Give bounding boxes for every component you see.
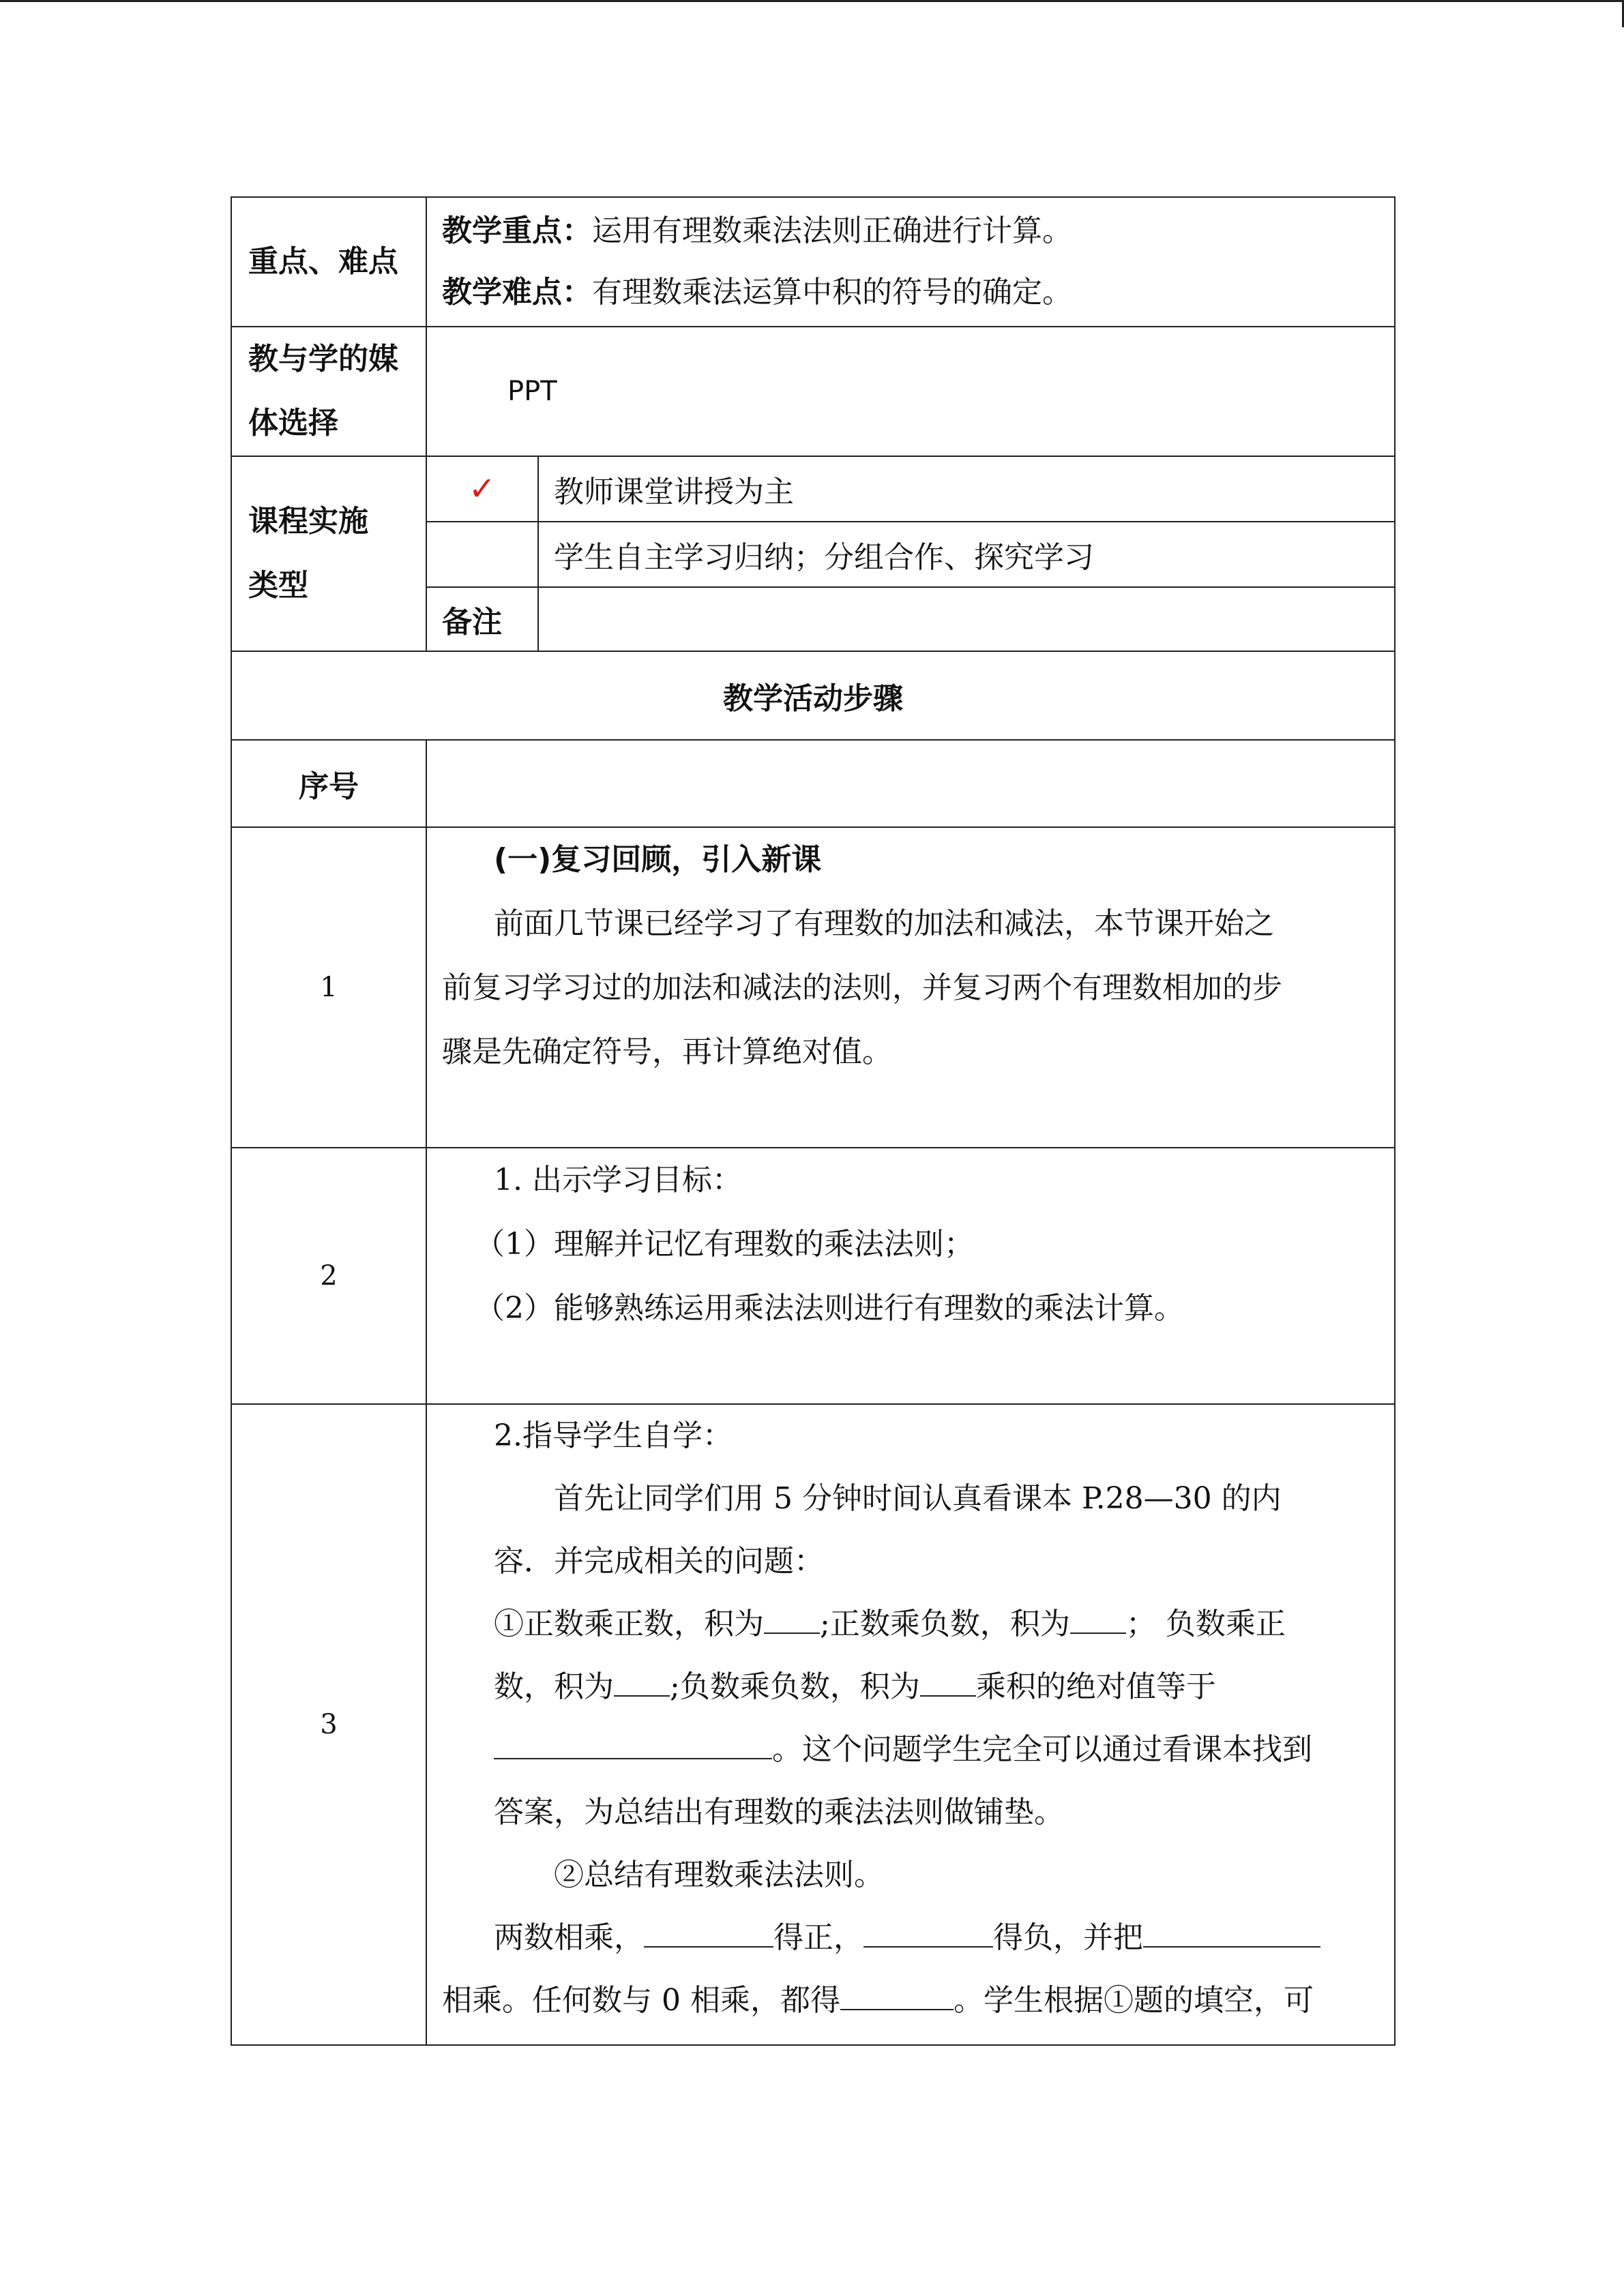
fill-blank[interactable] <box>494 1732 772 1759</box>
course-type-row-1 <box>231 456 1395 522</box>
step-3-line-10b: 。学生根据①题的填空，可 <box>953 1983 1314 2018</box>
step-3-line-4c: ； 负数乘正 <box>1125 1607 1286 1641</box>
course-type-label-line1: 课程实施 <box>248 504 368 539</box>
step-row-2 <box>231 1148 1395 1404</box>
step-content-3 <box>426 1404 1395 2045</box>
focus-label: 重点、难点 <box>231 197 426 327</box>
step-row-3 <box>231 1404 1395 2045</box>
steps-title-row <box>231 651 1395 740</box>
step-1-line-2: 前复习学习过的加法和减法的法则，并复习两个有理数相加的步 <box>442 970 1282 1005</box>
step-number-1: 1 <box>231 827 426 1148</box>
step-number-3: 3 <box>231 1404 426 2045</box>
fill-blank[interactable] <box>1070 1607 1126 1634</box>
difficulty-label: 教学难点： <box>442 275 592 310</box>
remark-label: 备注 <box>426 587 538 651</box>
step-content-2 <box>426 1148 1395 1404</box>
fill-blank[interactable] <box>644 1920 773 1948</box>
step-3-line-10 <box>427 1969 1394 2032</box>
step-content-1 <box>426 827 1395 1148</box>
step-3-line-1: 2.指导学生自学： <box>494 1418 733 1453</box>
step-1-heading: (一)复习回顾，引入新课 <box>494 842 822 877</box>
step-3-line-4a: ①正数乘正数，积为 <box>494 1607 764 1641</box>
media-label-line1: 教与学的媒 <box>248 342 398 376</box>
media-row <box>231 327 1395 456</box>
difficulty-text: 有理数乘法运算中积的符号的确定。 <box>592 275 1072 310</box>
seq-header: 序号 <box>231 740 426 827</box>
course-type-option-2-mark <box>426 522 538 587</box>
step-3-line-9c: 得负，并把 <box>993 1920 1143 1955</box>
fill-blank[interactable] <box>614 1669 670 1697</box>
step-3-line-9b: 得正， <box>773 1920 863 1955</box>
remark-value <box>538 587 1395 651</box>
step-3-line-5c: 乘积的绝对值等于 <box>975 1669 1216 1704</box>
step-3-line-5a: 数，积为 <box>494 1669 614 1704</box>
page-top-border <box>0 0 1624 2</box>
step-3-line-5 <box>427 1656 1394 1718</box>
steps-title: 教学活动步骤 <box>231 651 1395 740</box>
focus-content <box>426 197 1395 327</box>
course-type-option-2: 学生自主学习归纳；分组合作、探究学习 <box>538 522 1395 587</box>
course-type-label <box>231 456 426 651</box>
step-row-1 <box>231 827 1395 1148</box>
step-3-line-7: 答案，为总结出有理数的乘法法则做铺垫。 <box>494 1795 1064 1830</box>
fill-blank[interactable] <box>863 1920 993 1948</box>
step-3-line-8: ②总结有理数乘法法则。 <box>554 1858 884 1892</box>
media-value: PPT <box>426 327 1395 456</box>
fill-blank[interactable] <box>840 1983 954 2010</box>
step-1-line-1: 前面几节课已经学习了有理数的加法和减法，本节课开始之 <box>494 906 1274 941</box>
step-3-line-4b: ;正数乘负数，积为 <box>820 1607 1070 1641</box>
step-2-line-2: （1）理解并记忆有理数的乘法法则； <box>475 1227 974 1262</box>
step-3-line-3: 容．并完成相关的问题： <box>494 1544 824 1579</box>
media-label-line2: 体选择 <box>248 406 338 441</box>
step-3-line-6-text: 。这个问题学生完全可以通过看课本找到 <box>772 1732 1312 1767</box>
step-2-line-3: （2）能够熟练运用乘法法则进行有理数的乘法计算。 <box>475 1291 1184 1326</box>
step-3-line-6 <box>427 1718 1394 1781</box>
key-point-label: 教学重点： <box>442 213 592 248</box>
seq-header-content <box>426 740 1395 827</box>
step-3-line-2: 首先让同学们用 5 分钟时间认真看课本 P.28—30 的内 <box>554 1481 1282 1516</box>
fill-blank[interactable] <box>1143 1920 1320 1948</box>
step-2-line-1: 1. 出示学习目标： <box>494 1163 742 1197</box>
lesson-plan-table <box>231 196 1396 2046</box>
fill-blank[interactable] <box>920 1669 976 1697</box>
fill-blank[interactable] <box>764 1607 820 1634</box>
focus-row <box>231 197 1395 327</box>
step-3-line-9 <box>427 1907 1394 1969</box>
key-point-text: 运用有理数乘法法则正确进行计算。 <box>592 213 1072 248</box>
course-type-option-1: 教师课堂讲授为主 <box>538 456 1395 522</box>
step-1-line-3: 骤是先确定符号，再计算绝对值。 <box>442 1034 892 1069</box>
course-type-label-line2: 类型 <box>248 568 308 603</box>
seq-header-row <box>231 740 1395 827</box>
step-3-line-10a: 相乘。任何数与 0 相乘，都得 <box>442 1983 840 2018</box>
step-number-2: 2 <box>231 1148 426 1404</box>
media-label <box>231 327 426 456</box>
step-3-line-9a: 两数相乘， <box>494 1920 644 1955</box>
step-3-line-4 <box>427 1593 1394 1656</box>
check-icon: ✓ <box>426 456 538 522</box>
step-3-line-5b: ;负数乘负数，积为 <box>670 1669 920 1704</box>
